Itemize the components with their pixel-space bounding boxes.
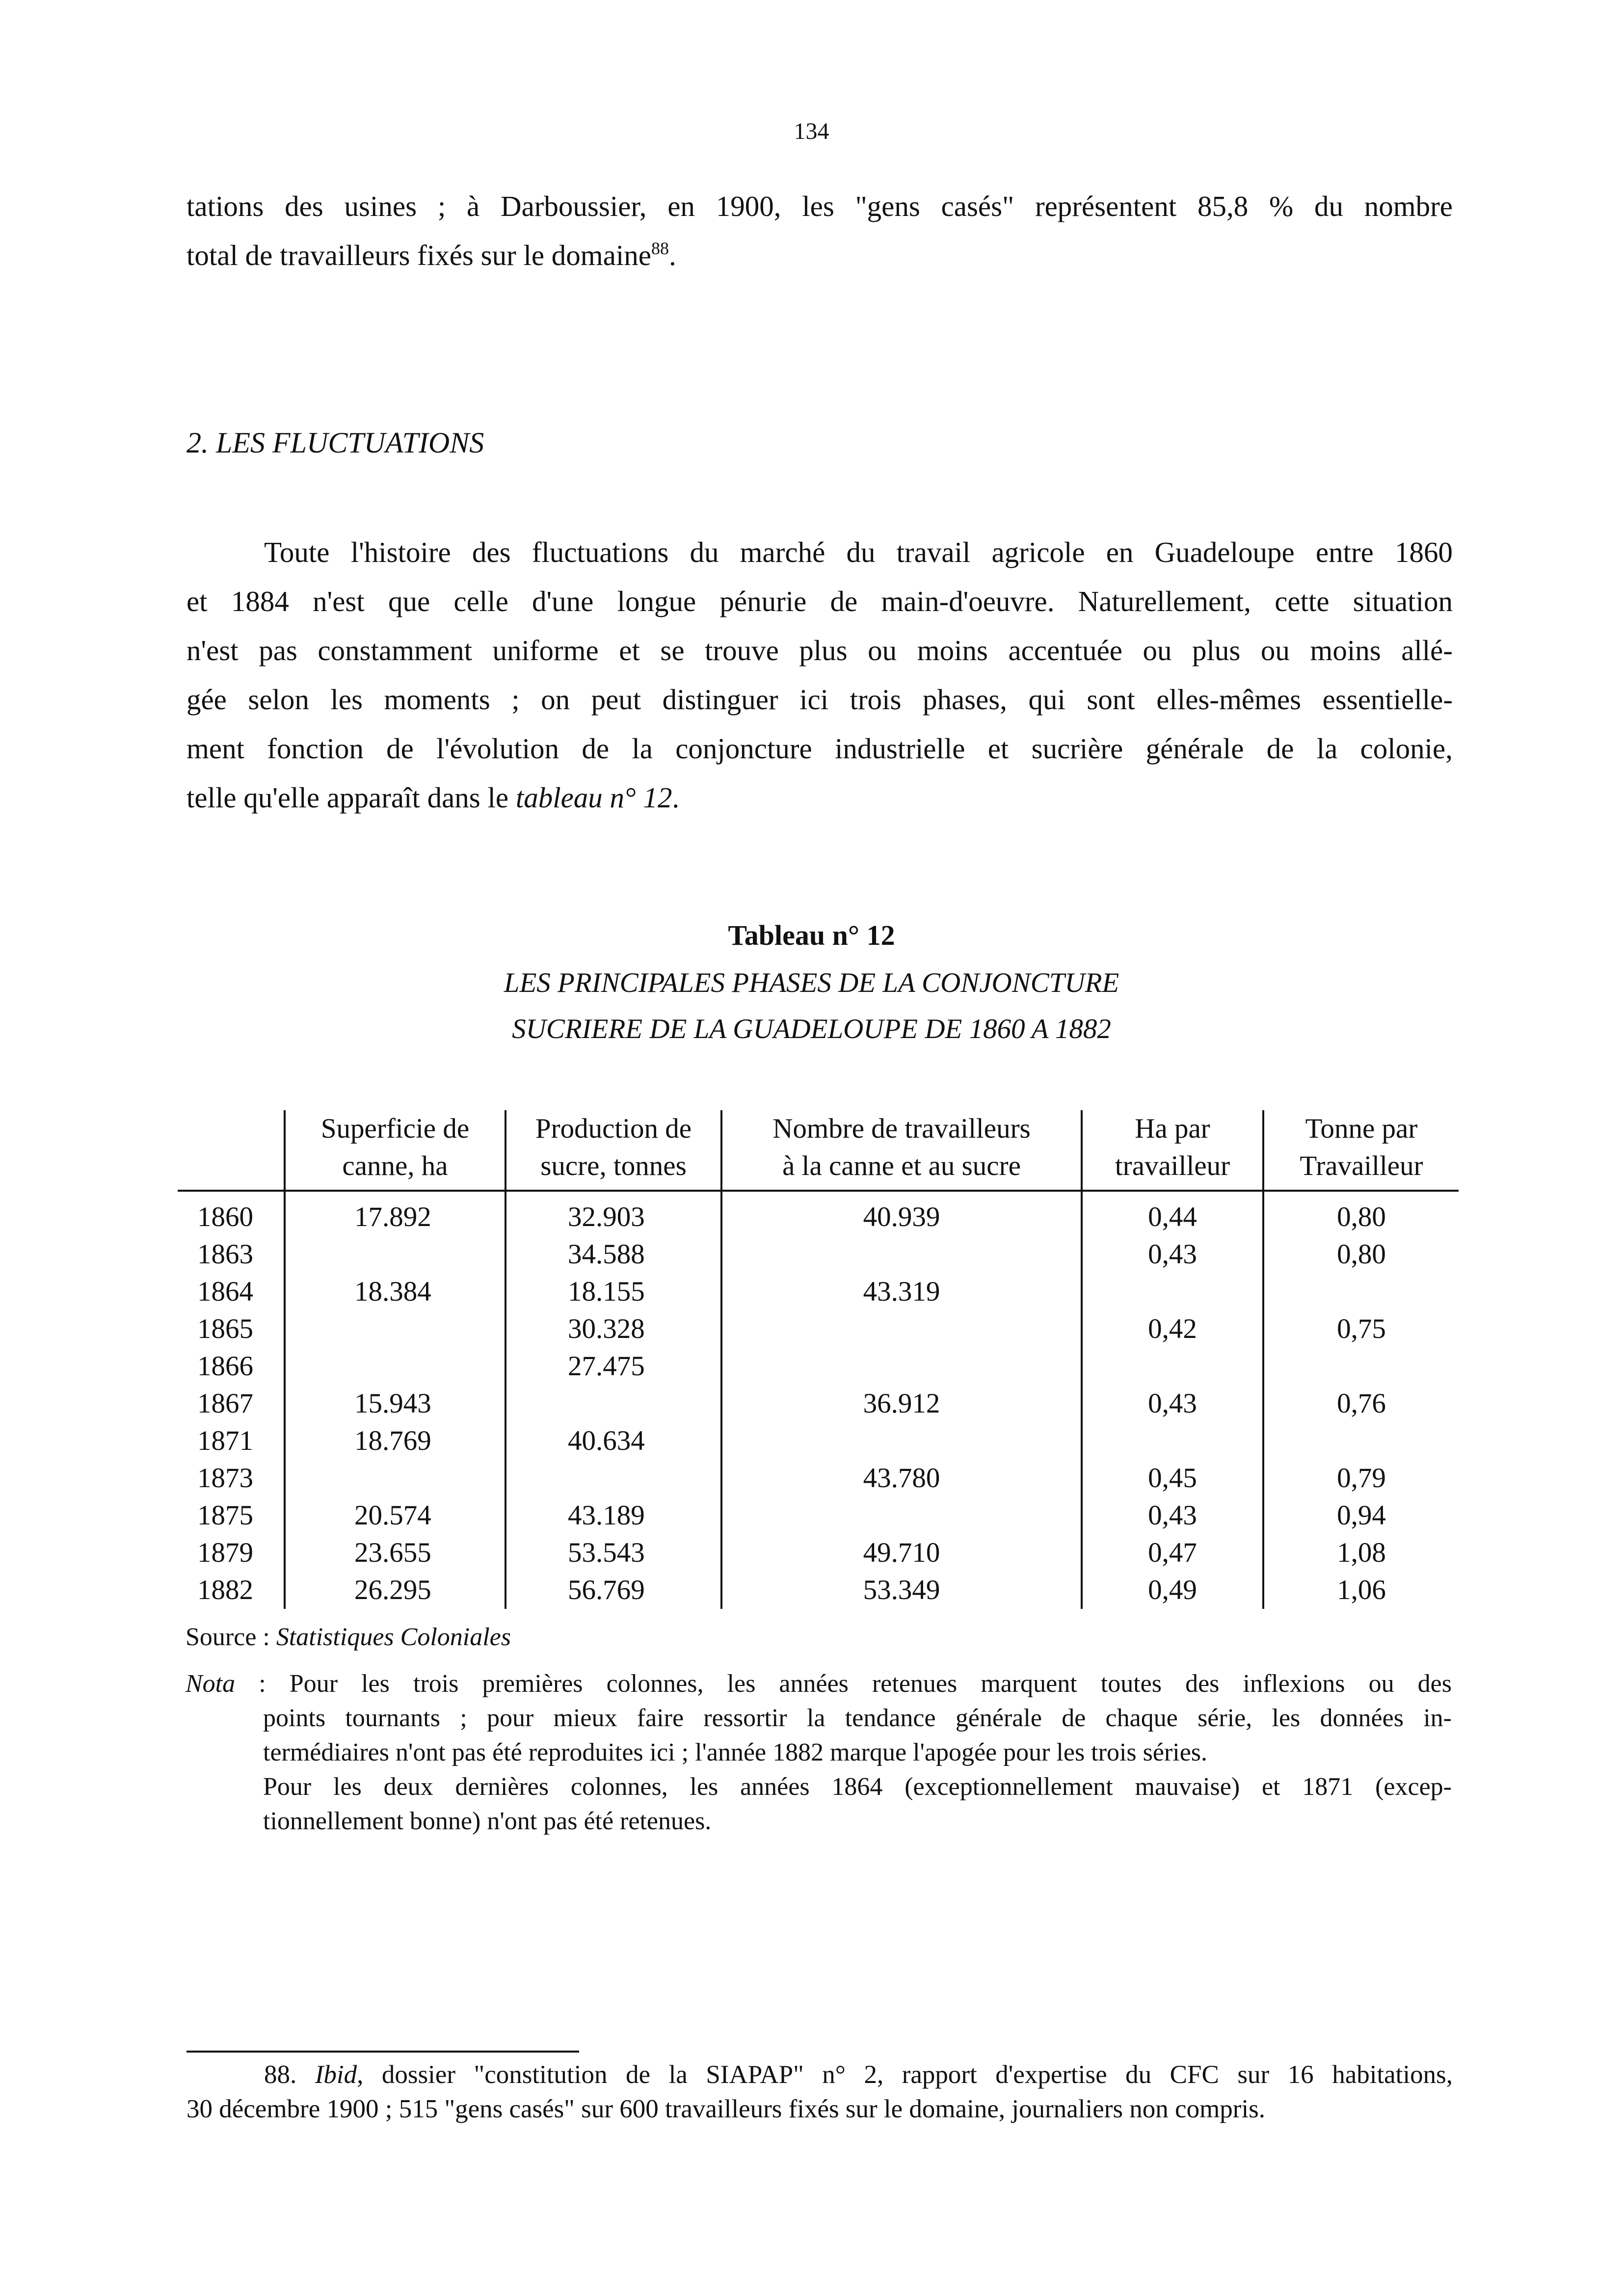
table-cell: 43.319 [721, 1273, 1082, 1310]
table-row [178, 1422, 1459, 1460]
table-cell: 1867 [197, 1388, 253, 1419]
table-cell: 1873 [197, 1463, 253, 1494]
table-cell: 43.189 [506, 1497, 721, 1534]
nota-line-1: Nota : Pour les trois premières colonnes, les années retenues marquent toutes des inflexions ou des [186, 1670, 1452, 1698]
table-row [178, 1273, 1459, 1310]
table-cell: 20.574 [285, 1497, 506, 1534]
table-cell: 0,42 [1082, 1310, 1263, 1348]
table-cell: 1864 [197, 1276, 253, 1307]
table-cell: 1,06 [1263, 1572, 1459, 1609]
table-cell: 1882 [197, 1575, 253, 1605]
table-nota [186, 1667, 1452, 1839]
table-cell: 27.475 [506, 1348, 721, 1385]
footnote-line-2: 30 décembre 1900 ; 515 "gens casés" sur 600 travailleurs fixés sur le domaine, journaliers non compris. [186, 2095, 1266, 2123]
table-cell [721, 1348, 1082, 1385]
table-cell: 0,43 [1082, 1385, 1263, 1422]
table-row [178, 1191, 1459, 1236]
footnote-88 [186, 2057, 1453, 2126]
header-travailleurs: Nombre de travailleurs à la canne et au sucre [721, 1110, 1082, 1191]
paragraph-line-3: n'est pas constamment uniforme et se trouve plus ou moins accentuée ou plus ou moins allé- [186, 634, 1453, 667]
body-paragraph [186, 528, 1453, 822]
table-row [178, 1310, 1459, 1348]
table-cell: 1863 [197, 1239, 253, 1270]
table-cell: 49.710 [721, 1534, 1082, 1572]
table-reference: tableau n° 12 [515, 781, 672, 814]
table-cell: 15.943 [285, 1385, 506, 1422]
table-row [178, 1348, 1459, 1385]
table-row [178, 1236, 1459, 1273]
table-header-row [178, 1110, 1459, 1191]
table-cell: 53.349 [721, 1572, 1082, 1609]
table-cell [506, 1460, 721, 1497]
table-cell: 1,08 [1263, 1534, 1459, 1572]
table-cell [506, 1385, 721, 1422]
table-cell: 0,45 [1082, 1460, 1263, 1497]
table-cell [1082, 1273, 1263, 1310]
table-title: Tableau n° 12 [728, 919, 895, 951]
paragraph-line-6-text: telle qu'elle apparaît dans le [186, 781, 516, 814]
table-cell: 0,75 [1263, 1310, 1459, 1348]
table-cell: 53.543 [506, 1534, 721, 1572]
table-cell: 40.634 [506, 1422, 721, 1460]
table-cell [721, 1310, 1082, 1348]
table-cell [1263, 1348, 1459, 1385]
table-cell: 30.328 [506, 1310, 721, 1348]
table-row [178, 1460, 1459, 1497]
table-subtitle-line-2: SUCRIERE DE LA GUADELOUPE DE 1860 A 1882 [512, 1014, 1111, 1044]
table-cell: 0,80 [1263, 1191, 1459, 1236]
intro-line-2 [186, 231, 1453, 280]
footnote-divider [186, 2051, 579, 2053]
table-cell: 23.655 [285, 1534, 506, 1572]
table-cell: 32.903 [506, 1191, 721, 1236]
table-subtitle-line-1: LES PRINCIPALES PHASES DE LA CONJONCTURE [504, 967, 1119, 998]
table-cell: 1871 [197, 1425, 253, 1456]
table-cell: 1860 [197, 1201, 253, 1232]
table-cell [1263, 1273, 1459, 1310]
table-cell: 0,43 [1082, 1236, 1263, 1273]
header-year [178, 1110, 285, 1191]
table-cell: 0,44 [1082, 1191, 1263, 1236]
nota-line-4: Pour les deux dernières colonnes, les années 1864 (exceptionnellement mauvaise) et 1871 (excep- [263, 1773, 1452, 1801]
table-cell [285, 1236, 506, 1273]
page-number: 134 [794, 118, 829, 144]
table-cell: 17.892 [285, 1191, 506, 1236]
table-cell: 43.780 [721, 1460, 1082, 1497]
section-title: 2. LES FLUCTUATIONS [186, 427, 484, 459]
table-cell: 40.939 [721, 1191, 1082, 1236]
table-cell: 0,80 [1263, 1236, 1459, 1273]
table-cell [1263, 1422, 1459, 1460]
paragraph-line-6 [186, 773, 1453, 822]
table-cell [721, 1422, 1082, 1460]
paragraph-line-5: ment fonction de l'évolution de la conjoncture industrielle et sucrière générale de la colonie, [186, 732, 1453, 765]
table-cell [1082, 1348, 1263, 1385]
table-cell: 0,49 [1082, 1572, 1263, 1609]
header-production: Production de sucre, tonnes [506, 1110, 721, 1191]
nota-line-2: points tournants ; pour mieux faire ressortir la tendance générale de chaque série, les données in- [263, 1704, 1452, 1732]
table-cell [285, 1460, 506, 1497]
table-cell: 1866 [197, 1351, 253, 1382]
header-ha-par-travailleur: Ha par travailleur [1082, 1110, 1263, 1191]
intro-line-1: tations des usines ; à Darboussier, en 1900, les "gens casés" représentent 85,8 % du nombre [186, 190, 1453, 222]
intro-paragraph [186, 182, 1453, 280]
table-cell: 0,47 [1082, 1534, 1263, 1572]
table-row [178, 1385, 1459, 1422]
table-cell: 0,79 [1263, 1460, 1459, 1497]
table-cell: 0,43 [1082, 1497, 1263, 1534]
table-cell: 56.769 [506, 1572, 721, 1609]
footnote-line-1: 88. Ibid, dossier "constitution de la SIAPAP" n° 2, rapport d'expertise du CFC sur 16 habitations, [264, 2060, 1453, 2089]
paragraph-line-4: gée selon les moments ; on peut distinguer ici trois phases, qui sont elles-mêmes essentielle- [186, 683, 1453, 716]
intro-line-2-text: total de travailleurs fixés sur le domaine [186, 239, 651, 271]
table-row [178, 1534, 1459, 1572]
table-cell [721, 1236, 1082, 1273]
table-cell: 0,76 [1263, 1385, 1459, 1422]
table-cell: 18.384 [285, 1273, 506, 1310]
table-cell: 1875 [197, 1500, 253, 1531]
intro-line-2-end: . [668, 239, 676, 271]
nota-line-3: termédiaires n'ont pas été reproduites ici ; l'année 1882 marque l'apogée pour les trois séries. [263, 1738, 1208, 1766]
data-table [178, 1110, 1459, 1609]
paragraph-line-2: et 1884 n'est que celle d'une longue pénurie de main-d'oeuvre. Naturellement, cette situation [186, 585, 1453, 617]
paragraph-line-1: Toute l'histoire des fluctuations du marché du travail agricole en Guadeloupe entre 1860 [264, 536, 1453, 568]
header-tonne-par-travailleur: Tonne par Travailleur [1263, 1110, 1459, 1191]
table-cell [1082, 1422, 1263, 1460]
footnote-ref-88[interactable]: 88 [651, 239, 669, 258]
table-cell: 1879 [197, 1537, 253, 1568]
table-row [178, 1497, 1459, 1534]
table-cell: 36.912 [721, 1385, 1082, 1422]
table-source: Source : Statistiques Coloniales [186, 1623, 511, 1651]
table-row [178, 1572, 1459, 1609]
table-cell: 34.588 [506, 1236, 721, 1273]
paragraph-line-6-end: . [672, 781, 680, 814]
table-cell [285, 1348, 506, 1385]
table-cell: 26.295 [285, 1572, 506, 1609]
table-cell: 18.769 [285, 1422, 506, 1460]
table-cell [721, 1497, 1082, 1534]
table-cell: 0,94 [1263, 1497, 1459, 1534]
table-cell [285, 1310, 506, 1348]
table-cell: 18.155 [506, 1273, 721, 1310]
table-cell: 1865 [197, 1313, 253, 1344]
source-name: Statistiques Coloniales [276, 1623, 511, 1651]
header-superficie: Superficie de canne, ha [285, 1110, 506, 1191]
nota-line-5: tionnellement bonne) n'ont pas été retenues. [263, 1807, 712, 1835]
